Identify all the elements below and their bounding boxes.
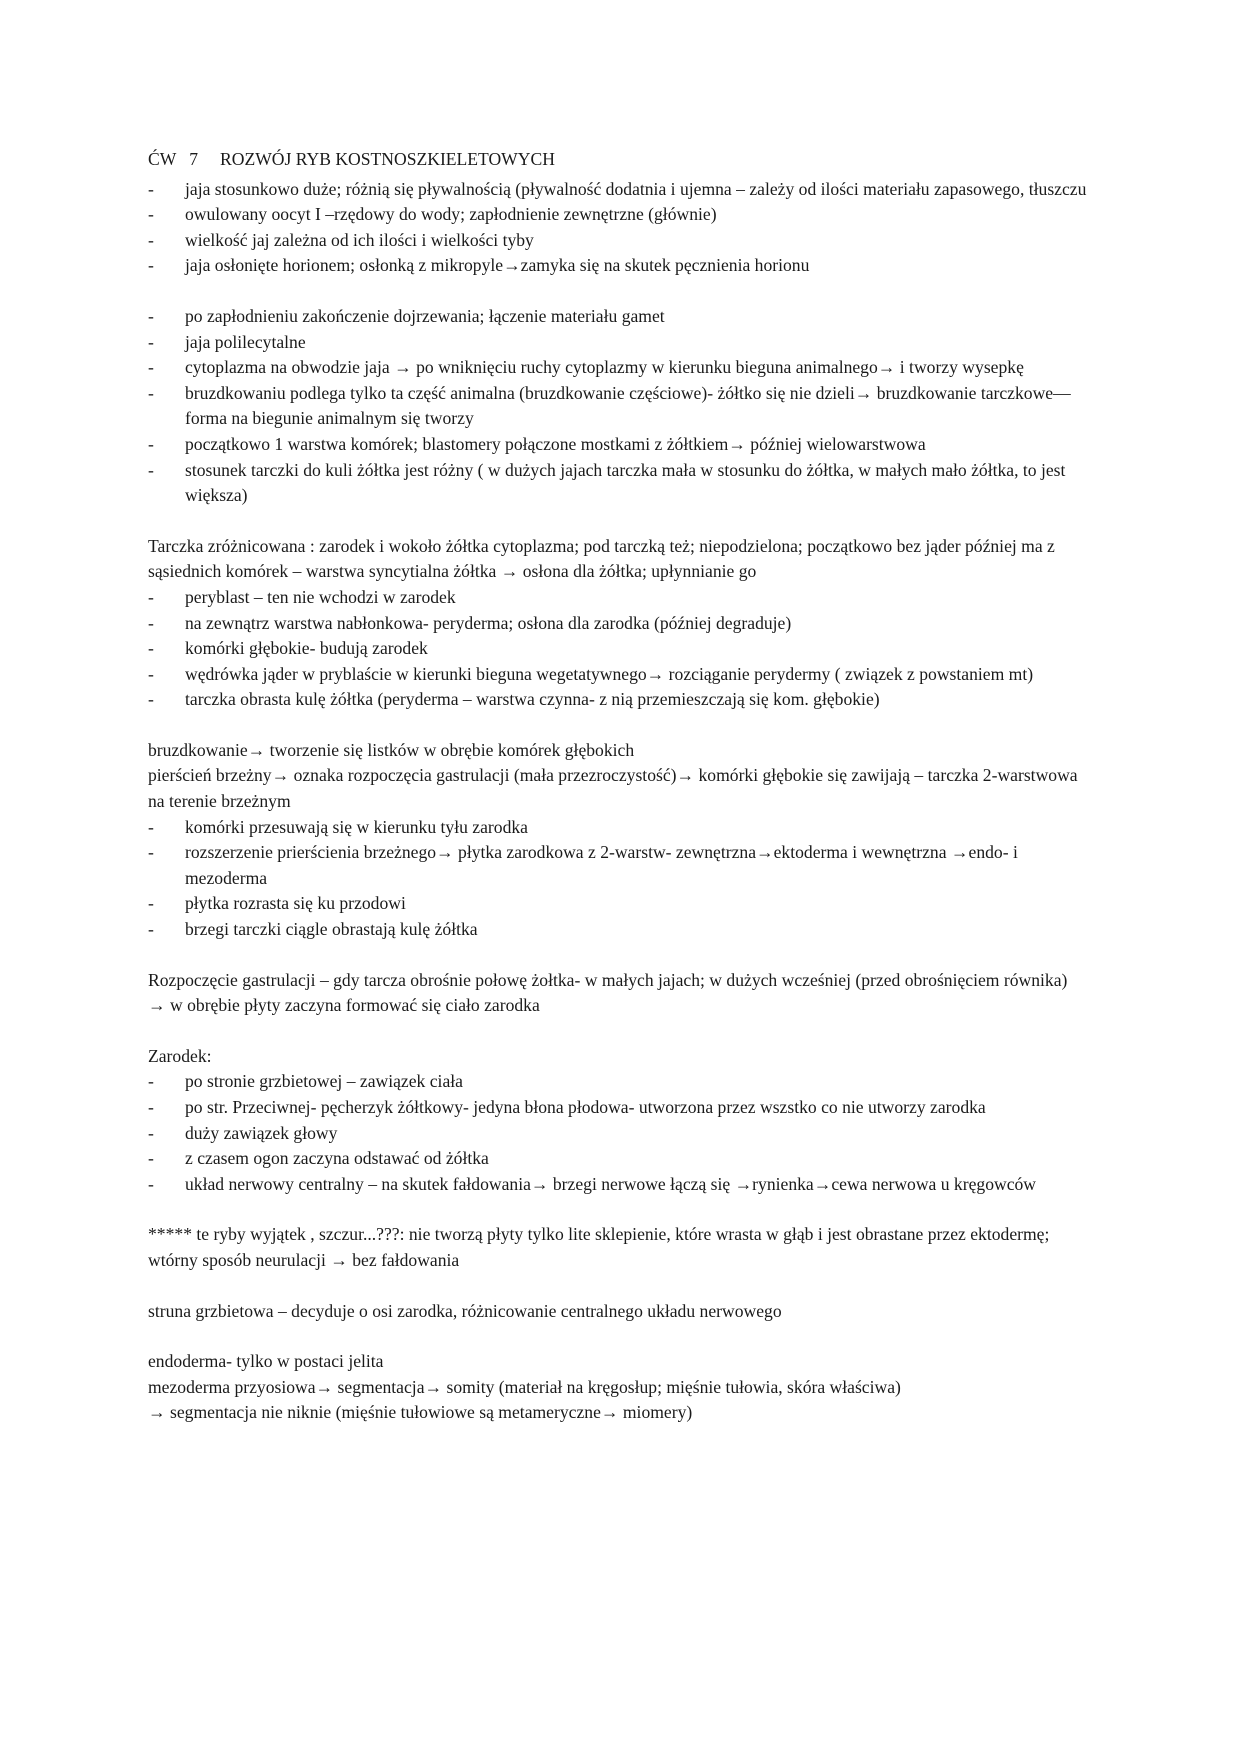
list-item-text: brzegi tarczki ciągle obrastają kulę żółtka [185, 919, 478, 940]
list-item [148, 381, 1094, 432]
bullet-dash: - [148, 1122, 154, 1143]
bullet-list-cleavage [148, 304, 1094, 509]
list-item-text: z czasem ogon zaczyna odstawać od żółtka [185, 1148, 489, 1169]
bullet-dash: - [148, 1097, 154, 1117]
list-item [148, 253, 1094, 279]
list-item-text: rozszerzenie prierścienia brzeżnego→ płytka zarodkowa z 2-warstw- zewnętrzna→ektoderma i wewnętrzna →endo- i mezoderma [185, 842, 1018, 888]
list-item [148, 662, 1094, 688]
bullet-dash: - [148, 1071, 154, 1092]
list-item-text: peryblast – ten nie wchodzi w zarodek [185, 586, 456, 607]
bullet-dash: - [148, 204, 154, 225]
page-title: ĆW 7 ROZWÓJ RYB KOSTNOSZKIELETOWYCH [148, 149, 555, 169]
list-item [148, 458, 1094, 509]
list-item-text: płytka rozrasta się ku przodowi [185, 893, 406, 914]
bullet-dash: - [148, 689, 154, 710]
list-item-text: bruzdkowaniu podlega tylko ta część animalna (bruzdkowanie częściowe)- żółtko się nie dzieli→ bruzdkowanie tarczkowe—forma na biegunie animalnym się tworzy [185, 382, 1071, 429]
list-item-text: owulowany oocyt I –rzędowy do wody; zapłodnienie zewnętrzne (głównie) [185, 204, 717, 225]
paragraph-body-forming: → w obrębie płyty zaczyna formować się ciało zarodka [148, 995, 540, 1016]
bullet-dash: - [148, 919, 154, 940]
spacer [148, 279, 1094, 304]
list-item-text: początkowo 1 warstwa komórek; blastomery połączone mostkami z żółtkiem→ później wielowarstwowa [185, 433, 926, 454]
paragraph-segmentation: → segmentacja nie niknie (mięśnie tułowiowe są metameryczne→ miomery) [148, 1402, 693, 1423]
list-item [148, 1095, 1094, 1121]
paragraph-cleavage-layers: bruzdkowanie→ tworzenie się listków w obrębie komórek głębokich [148, 739, 635, 760]
list-item [148, 304, 1094, 330]
bullet-dash: - [148, 229, 154, 250]
list-item [148, 840, 1094, 891]
list-item [148, 1146, 1094, 1172]
bullet-dash: - [148, 433, 154, 454]
list-item [148, 330, 1094, 356]
list-item-text: komórki głębokie- budują zarodek [185, 638, 428, 659]
paragraph-notochord: struna grzbietowa – decyduje o osi zarodka, różnicowanie centralnego układu nerwowego [148, 1300, 782, 1321]
list-item-text: na zewnątrz warstwa nabłonkowa- peryderma; osłona dla zarodka (później degraduje) [185, 612, 792, 633]
list-item [148, 1172, 1094, 1198]
paragraph-exception-note: ***** te ryby wyjątek , szczur...???: nie tworzą płyty tylko lite sklepienie, które wrasta w głąb i jest obrastane przez ektodermę; wtórny sposób neurulacji → bez fałdowania [148, 1224, 1050, 1270]
spacer [148, 1324, 1094, 1349]
paragraph-endoderm: endoderma- tylko w postaci jelita [148, 1351, 384, 1372]
bullet-dash: - [148, 893, 154, 914]
list-item [148, 202, 1094, 228]
list-item-text: jaja polilecytalne [185, 331, 306, 352]
document-body [148, 147, 1094, 1426]
paragraph-mesoderm: mezoderma przyosiowa→ segmentacja→ somity (materiał na kręgosłup; mięśnie tułowia, skóra właściwa) [148, 1376, 901, 1397]
list-item [148, 228, 1094, 254]
bullet-list-gastrulation [148, 815, 1094, 943]
bullet-dash: - [148, 178, 154, 199]
list-item [148, 585, 1094, 611]
list-item-text: tarczka obrasta kulę żółtka (peryderma – warstwa czynna- z nią przemieszczają się kom. głębokie) [185, 689, 880, 710]
bullet-list-embryo [148, 1069, 1094, 1197]
list-item-text: duży zawiązek głowy [185, 1122, 338, 1143]
spacer [148, 1274, 1094, 1299]
spacer [148, 509, 1094, 534]
list-item [148, 177, 1094, 203]
bullet-list-disc-layers [148, 585, 1094, 713]
list-item [148, 687, 1094, 713]
spacer [148, 713, 1094, 738]
spacer [148, 1019, 1094, 1044]
list-item-text: komórki przesuwają się w kierunku tyłu zarodka [185, 816, 528, 837]
paragraph-disc: Tarczka zróżnicowana : zarodek i wokoło żółtka cytoplazma; pod tarczką też; niepodzielona; początkowo bez jąder później ma z sąsiednich komórek – warstwa syncytialna żółtka → osłona dla żółtka; upłynnianie go [148, 535, 1055, 582]
bullet-dash: - [148, 1173, 154, 1194]
list-item-text: wędrówka jąder w pryblaście w kierunki bieguna wegetatywnego→ rozciąganie perydermy ( związek z powstaniem mt) [185, 663, 1034, 684]
list-item [148, 917, 1094, 943]
paragraph-gastrulation-start: Rozpoczęcie gastrulacji – gdy tarcza obrośnie połowę żołtka- w małych jajach; w dużych wcześniej (przed obrośnięciem równika) [148, 969, 1068, 990]
list-item-text: stosunek tarczki do kuli żółtka jest różny ( w dużych jajach tarczka mała w stosunku do żółtka, w małych mało żółtka, to jest większa) [185, 459, 1066, 506]
list-item-text: po stronie grzbietowej – zawiązek ciała [185, 1071, 463, 1092]
list-item-text: jaja stosunkowo duże; różnią się pływalnością (pływalność dodatnia i ujemna – zależy od ilości materiału zapasowego, tłuszczu [185, 178, 1087, 199]
list-item-text: jaja osłonięte horionem; osłonką z mikropyle→zamyka się na skutek pęcznienia horionu [185, 255, 810, 276]
list-item [148, 1069, 1094, 1095]
bullet-dash: - [148, 842, 154, 863]
list-item-text: wielkość jaj zależna od ich ilości i wielkości tyby [185, 229, 534, 250]
list-item-text: cytoplazma na obwodzie jaja → po wniknięciu ruchy cytoplazmy w kierunku bieguna animalnego→ i tworzy wysepkę [185, 357, 1024, 378]
bullet-dash: - [148, 305, 154, 326]
bullet-dash: - [148, 357, 154, 378]
list-item [148, 815, 1094, 841]
list-item-text: po str. Przeciwnej- pęcherzyk żółtkowy- jedyna błona płodowa- utworzona przez wszstko co nie utworzy zarodka [185, 1097, 986, 1117]
list-item [148, 611, 1094, 637]
spacer [148, 1197, 1094, 1222]
list-item [148, 432, 1094, 458]
spacer [148, 943, 1094, 968]
bullet-dash: - [148, 612, 154, 633]
bullet-dash: - [148, 663, 154, 684]
list-item-text: układ nerwowy centralny – na skutek fałdowania→ brzegi nerwowe łączą się →rynienka→cewa nerwowa u kręgowców [185, 1173, 1037, 1194]
bullet-dash: - [148, 331, 154, 352]
bullet-dash: - [148, 638, 154, 659]
list-item [148, 1121, 1094, 1147]
paragraph-embryo-heading: Zarodek: [148, 1045, 212, 1066]
bullet-dash: - [148, 1148, 154, 1169]
bullet-dash: - [148, 255, 154, 276]
bullet-dash: - [148, 459, 154, 480]
list-item [148, 636, 1094, 662]
bullet-dash: - [148, 816, 154, 837]
list-item-text: po zapłodnieniu zakończenie dojrzewania; łączenie materiału gamet [185, 305, 665, 326]
bullet-dash: - [148, 586, 154, 607]
bullet-list-egg-properties [148, 177, 1094, 279]
paragraph-marginal-ring: pierścień brzeżny→ oznaka rozpoczęcia gastrulacji (mała przezroczystość)→ komórki głębokie się zawijają – tarczka 2-warstwowa na terenie brzeżnym [148, 765, 1078, 812]
list-item [148, 891, 1094, 917]
bullet-dash: - [148, 382, 154, 403]
list-item [148, 355, 1094, 381]
